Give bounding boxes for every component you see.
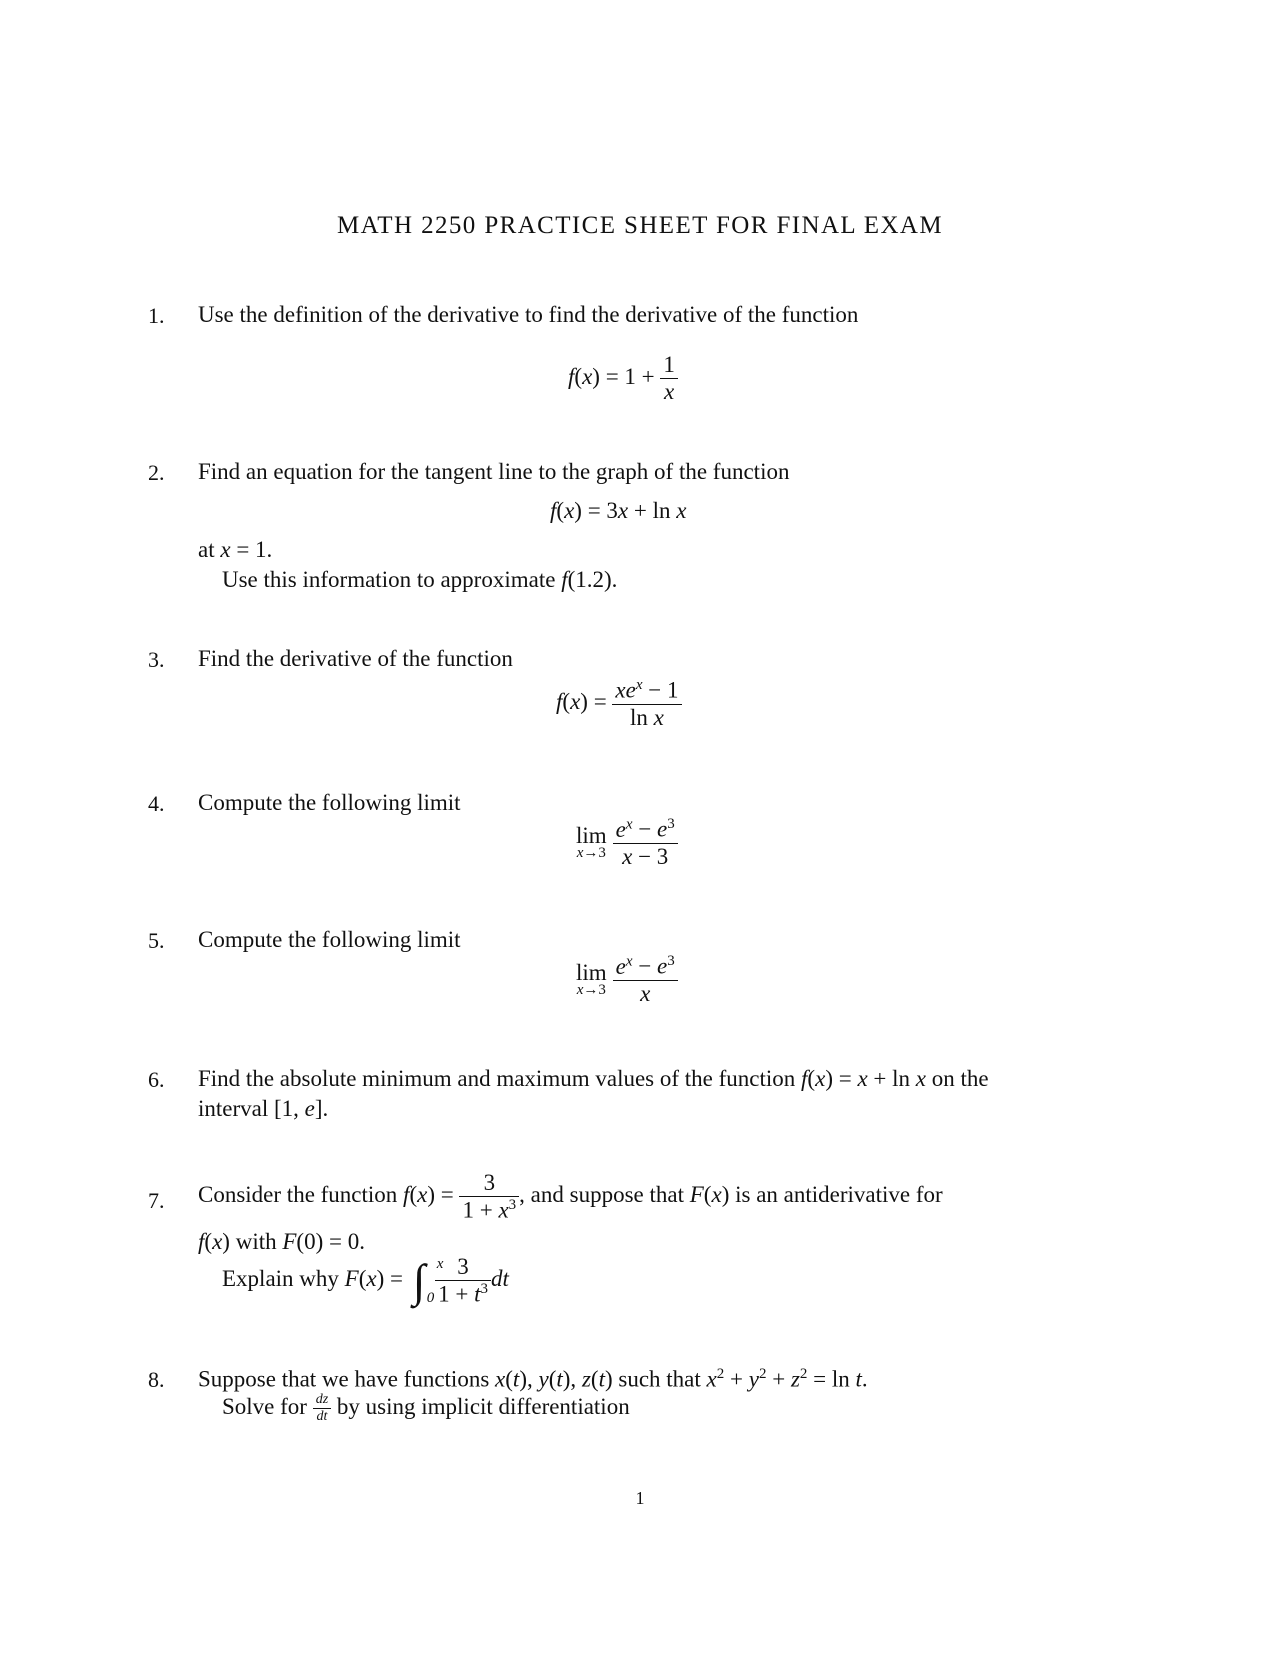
problem-5-number: 5. — [148, 928, 165, 953]
problem-2-text: Find an equation for the tangent line to the graph of the function — [198, 459, 790, 484]
problem-7-line-2: f(x) with F(0) = 0. — [198, 1229, 365, 1254]
problem-6-line-2: interval [1, e]. — [198, 1096, 329, 1121]
problem-7-text-c: is an antiderivative for — [735, 1182, 943, 1208]
problem-8-text-b: such that — [618, 1366, 701, 1392]
problem-1-formula: f(x) = 1 + $\frac{1}{x}$ — [568, 352, 678, 405]
problem-8-line-2: Solve for $\frac{dz}{dt}$ by using implicit differentiation — [222, 1392, 630, 1424]
problem-6-text-c: interval — [198, 1096, 269, 1121]
problem-8-number: 8. — [148, 1367, 165, 1392]
problem-8-text-c: Solve for — [222, 1393, 307, 1419]
problem-6-text-a: Find the absolute minimum and maximum values of the function — [198, 1066, 796, 1091]
problem-6-line-1: Find the absolute minimum and maximum values of the function f(x) = x + ln x on the — [198, 1066, 989, 1091]
problem-8-text-a: Suppose that we have functions — [198, 1366, 490, 1392]
integral-sign: ∫ x 0 — [412, 1255, 444, 1307]
problem-3-formula: f(x) = $\frac{xe^x - 1}{\text{ln x}}$ — [556, 677, 682, 731]
problem-7-text-a: Consider the function — [198, 1182, 398, 1208]
problem-6-text-b: on the — [931, 1066, 989, 1091]
problem-5-text: Compute the following limit — [198, 927, 461, 952]
problem-4-formula: lim x→3 $\frac{e^x - e^3}{x - 3}$ — [576, 816, 678, 870]
problem-2-at-line: at x = 1. — [198, 537, 273, 562]
problem-7-line-3: Explain why F(x) = ∫ x 0 $\frac{3}{1 + t^3}$ dt — [222, 1254, 509, 1307]
problem-7-line-1: Consider the function f(x) = $\frac{3}{1 + x^3}$ , and suppose that F(x) is an antiderivative for — [198, 1170, 943, 1223]
problem-1-number: 1. — [148, 303, 165, 328]
problem-2-at-word: at — [198, 537, 215, 562]
problem-5-formula: lim x→3 $\frac{e^x - e^3}{x}$ — [576, 953, 678, 1007]
problem-8-line-1: Suppose that we have functions x(t), y(t), z(t) such that $x^2 + y^2 + z^2 = \ln t$. — [198, 1366, 868, 1392]
problem-8-text-d: by using implicit differentiation — [336, 1393, 630, 1419]
problem-7-text-d: with — [235, 1229, 277, 1254]
problem-2-approx-line: Use this information to approximate f(1.2). — [222, 567, 618, 592]
problem-7-text-b: and suppose that — [530, 1182, 684, 1208]
page-title: MATH 2250 PRACTICE SHEET FOR FINAL EXAM — [336, 212, 944, 239]
problem-7-number: 7. — [148, 1188, 165, 1213]
problem-4-number: 4. — [148, 791, 165, 816]
problem-3-number: 3. — [148, 647, 165, 672]
page-number: 1 — [635, 1488, 645, 1508]
problem-2-approx-text: Use this information to approximate — [222, 567, 556, 592]
problem-2-number: 2. — [148, 460, 165, 485]
problem-7-text-e: Explain why — [222, 1266, 339, 1292]
problem-6-number: 6. — [148, 1067, 165, 1092]
problem-2-formula: f(x) = 3x + ln x — [550, 498, 687, 523]
problem-1-text: Use the definition of the derivative to find the derivative of the function — [198, 302, 859, 327]
problem-3-text: Find the derivative of the function — [198, 646, 513, 671]
problem-4-text: Compute the following limit — [198, 790, 461, 815]
